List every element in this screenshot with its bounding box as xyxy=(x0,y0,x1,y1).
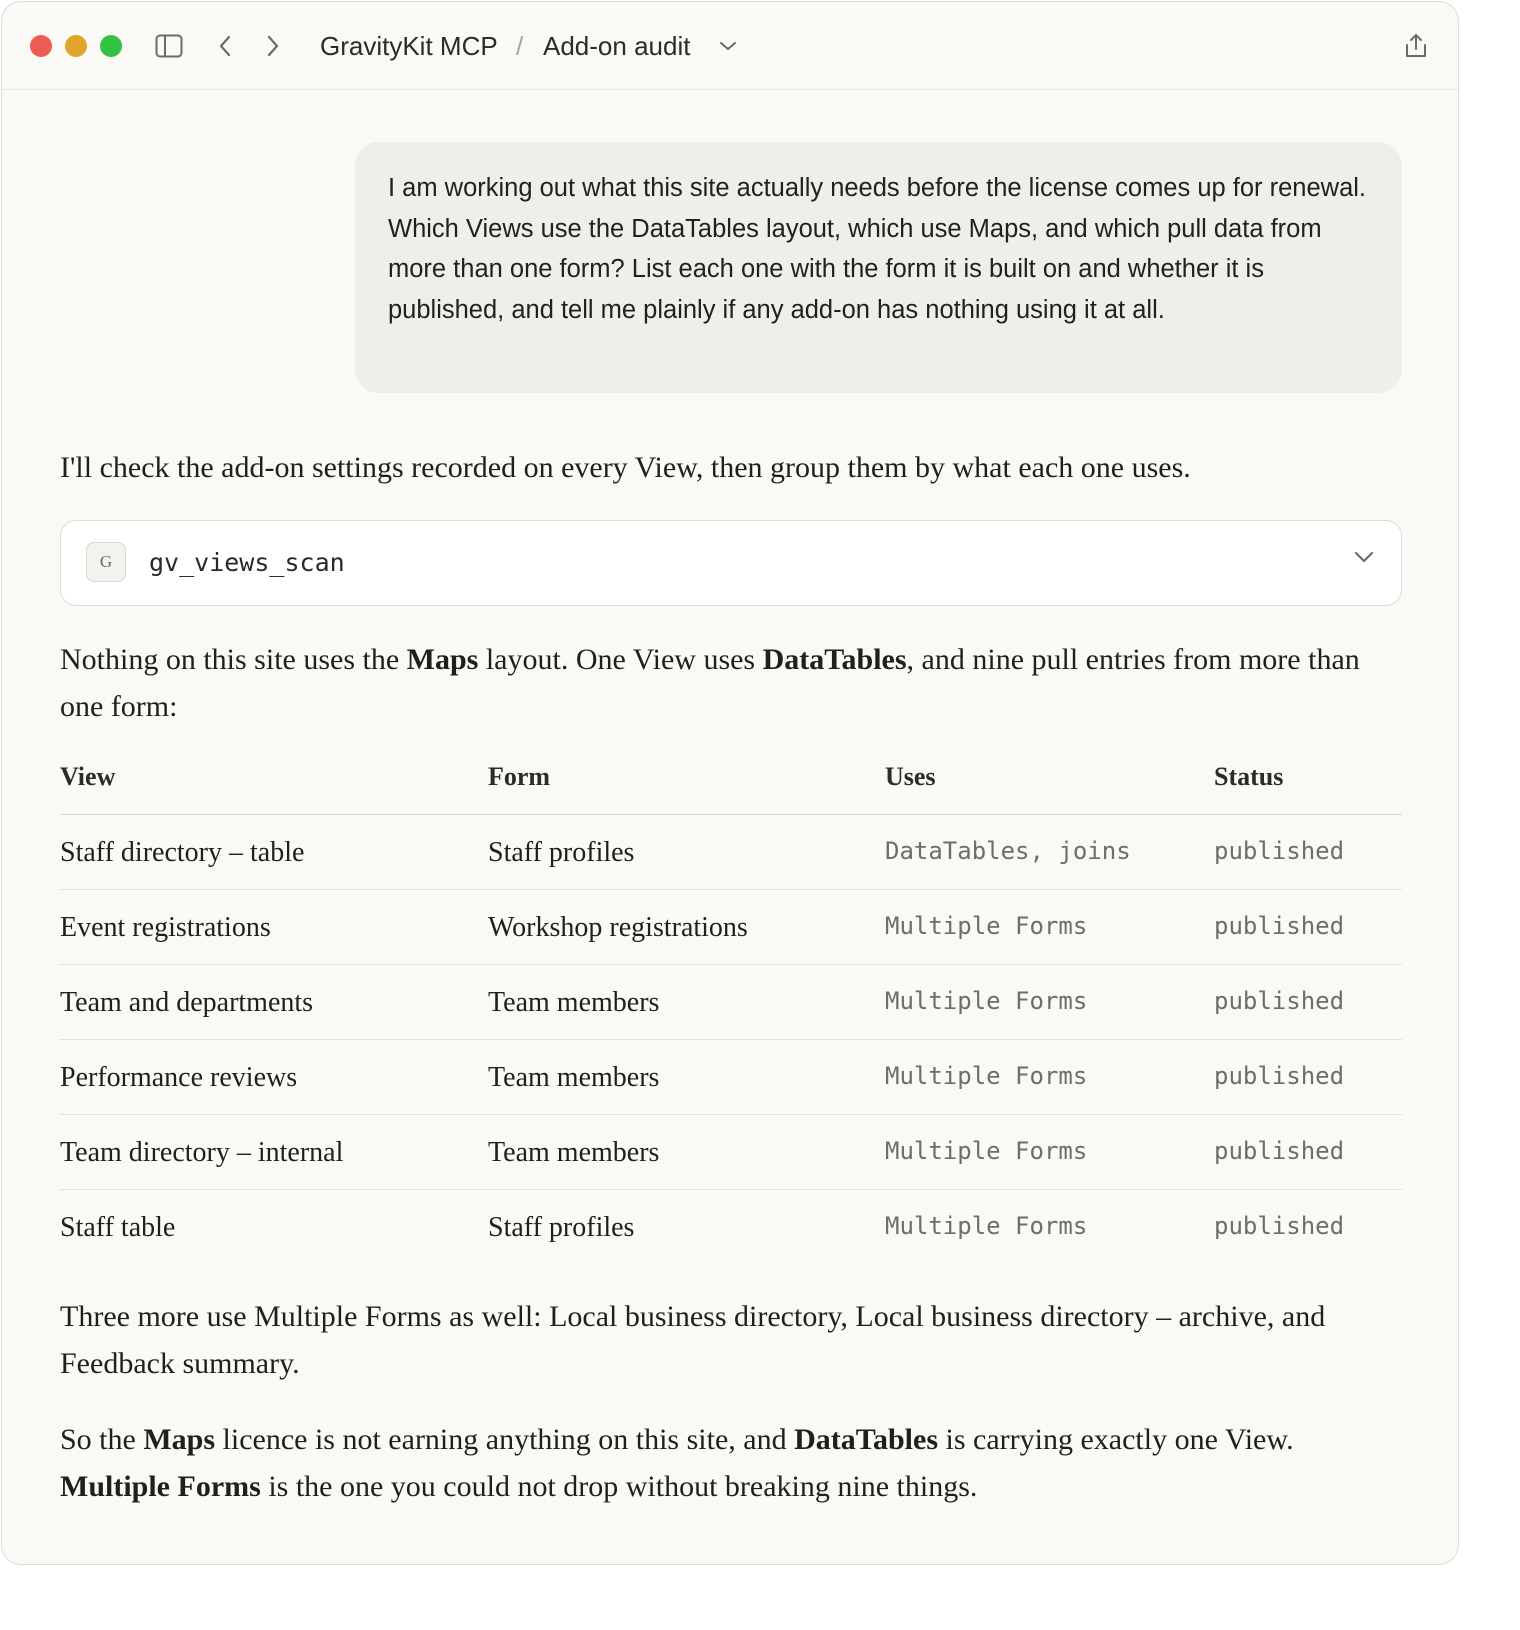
table-row xyxy=(60,965,1402,1040)
user-message: I am working out what this site actually needs before the license comes up for renewal. Which Views use the DataTables layout, which use Maps, and which pull data from more than one form? List each one with the form it is built on and whether it is published, and tell me plainly if any add-on has nothing using it at all. xyxy=(355,142,1402,393)
cell-form: Workshop registrations xyxy=(488,912,748,943)
cell-status: published xyxy=(1214,987,1345,1015)
summary-text: Nothing on this site uses the xyxy=(60,643,407,676)
chevron-left-icon[interactable] xyxy=(211,32,239,60)
table-row xyxy=(60,1040,1402,1115)
cell-view: Staff directory – table xyxy=(60,837,305,868)
cell-uses: Multiple Forms xyxy=(885,1062,1088,1090)
column-header-uses: Uses xyxy=(885,762,936,791)
conclusion-text: is the one you could not drop without breaking nine things. xyxy=(260,1470,978,1503)
summary-bold-maps: Maps xyxy=(406,643,479,676)
expand-chevron-icon[interactable] xyxy=(1353,550,1375,569)
table-row xyxy=(60,890,1402,965)
column-header-view: View xyxy=(60,762,116,791)
summary-text: , and nine pull entries from more than one form: xyxy=(60,643,1360,723)
chevron-down-icon[interactable] xyxy=(714,32,742,60)
close-window-button[interactable] xyxy=(30,35,52,57)
cell-view: Team and departments xyxy=(60,987,314,1018)
minimize-window-button[interactable] xyxy=(65,35,87,57)
views-table xyxy=(60,754,1402,1264)
cell-form: Team members xyxy=(488,1062,660,1093)
summary-text: layout. One View uses xyxy=(478,643,763,676)
share-icon[interactable] xyxy=(1402,32,1430,60)
cell-view: Event registrations xyxy=(60,912,271,943)
summary-paragraph xyxy=(60,636,1402,730)
column-header-form: Form xyxy=(488,762,551,791)
table-header xyxy=(60,754,1402,815)
zoom-window-button[interactable] xyxy=(100,35,122,57)
conclusion-bold-multiple-forms: Multiple Forms xyxy=(60,1470,261,1503)
cell-uses: Multiple Forms xyxy=(885,1212,1088,1240)
cell-view: Staff table xyxy=(60,1212,176,1243)
column-header-status: Status xyxy=(1214,762,1284,791)
cell-uses: Multiple Forms xyxy=(885,1137,1088,1165)
assistant-intro: I'll check the add-on settings recorded on every View, then group them by what each one uses. xyxy=(60,451,1191,484)
breadcrumb-project[interactable]: GravityKit MCP xyxy=(320,31,498,61)
table-row xyxy=(60,815,1402,890)
cell-uses: DataTables, joins xyxy=(885,837,1131,865)
cell-view: Team directory – internal xyxy=(60,1137,344,1168)
cell-form: Team members xyxy=(488,987,660,1018)
cell-status: published xyxy=(1214,837,1345,865)
cell-uses: Multiple Forms xyxy=(885,912,1088,940)
cell-status: published xyxy=(1214,1212,1345,1240)
conclusion-text: So the xyxy=(60,1423,144,1456)
conclusion-text: is carrying exactly one View. xyxy=(938,1423,1294,1456)
cell-status: published xyxy=(1214,912,1345,940)
cell-form: Staff profiles xyxy=(488,1212,635,1243)
app-window xyxy=(1,1,1459,1565)
conclusion-bold-maps: Maps xyxy=(143,1423,216,1456)
cell-status: published xyxy=(1214,1062,1345,1090)
sidebar-toggle-icon[interactable] xyxy=(155,32,183,60)
tool-name: gv_views_scan xyxy=(149,548,345,577)
tool-call-card[interactable] xyxy=(60,520,1402,606)
tool-badge-icon: G xyxy=(86,542,126,582)
breadcrumb-separator: / xyxy=(516,31,524,61)
cell-form: Staff profiles xyxy=(488,837,635,868)
cell-status: published xyxy=(1214,1137,1345,1165)
cell-form: Team members xyxy=(488,1137,660,1168)
cell-view: Performance reviews xyxy=(60,1062,298,1093)
summary-bold-datatables: DataTables xyxy=(762,643,907,676)
table-row xyxy=(60,1190,1402,1264)
chevron-right-icon[interactable] xyxy=(259,32,287,60)
table-row xyxy=(60,1115,1402,1190)
cell-uses: Multiple Forms xyxy=(885,987,1088,1015)
breadcrumb-page-title[interactable]: Add-on audit xyxy=(543,31,691,61)
conclusion-bold-datatables: DataTables xyxy=(794,1423,938,1456)
conclusion-text: licence is not earning anything on this site, and xyxy=(215,1423,795,1456)
title-bar xyxy=(2,2,1458,90)
more-views-paragraph: Three more use Multiple Forms as well: Local business directory, Local business directory – archive, and Feedback summary. xyxy=(60,1300,1326,1380)
conclusion-paragraph xyxy=(60,1416,1402,1510)
